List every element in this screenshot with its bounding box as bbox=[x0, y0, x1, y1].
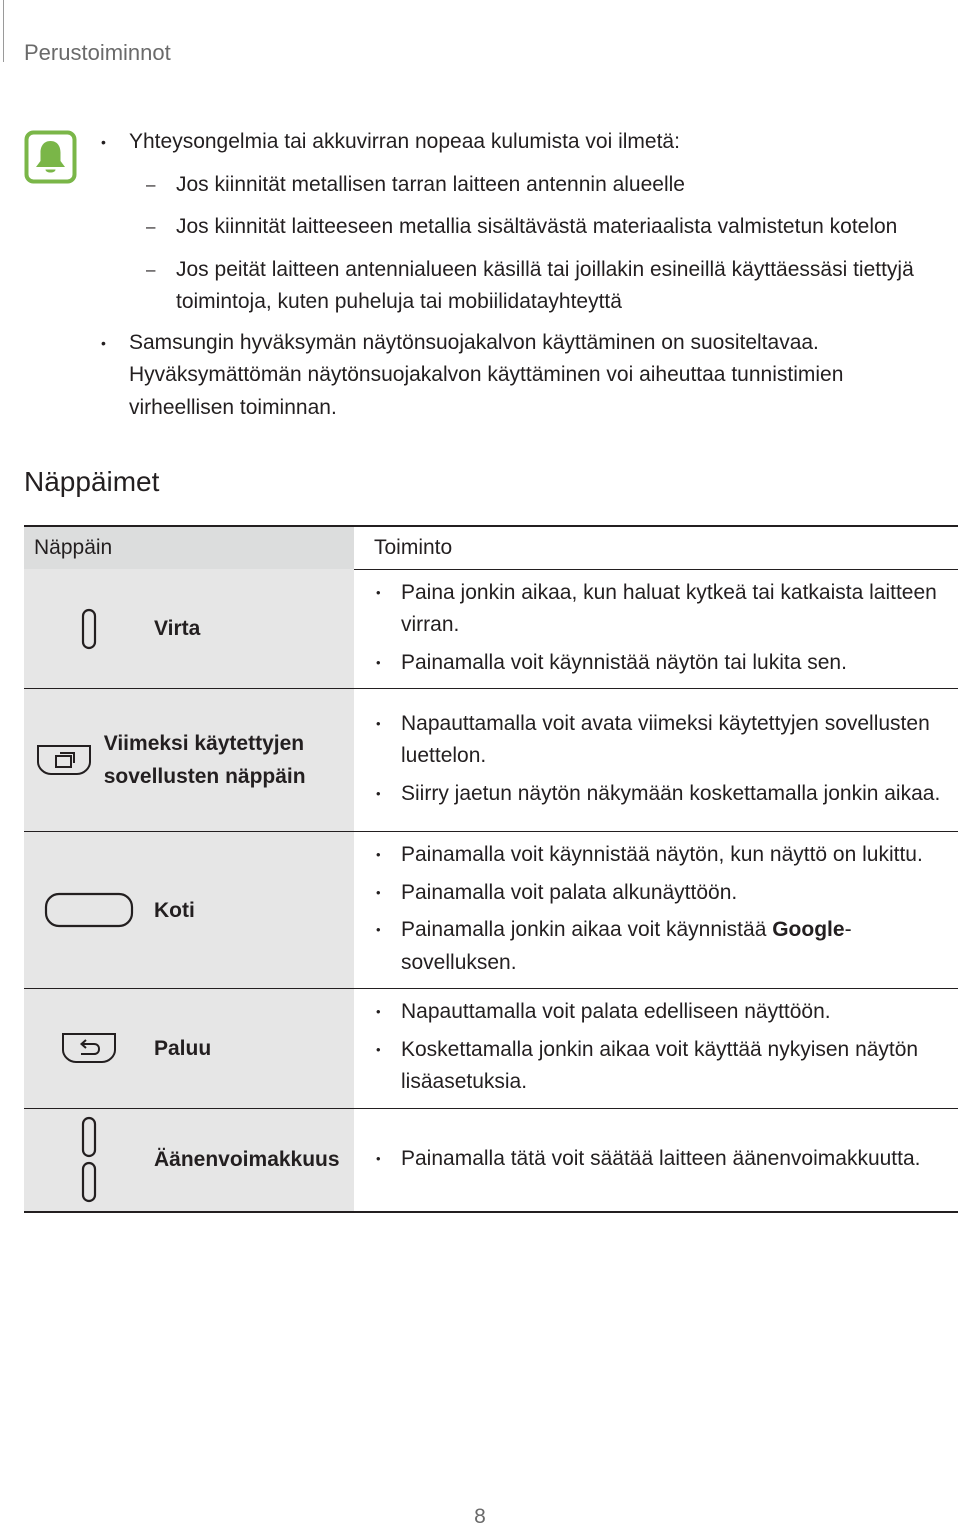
column-header-function: Toiminto bbox=[354, 526, 958, 569]
function-item: • Painamalla voit käynnistää näytön tai lukita sen. bbox=[374, 647, 948, 680]
notice-bullet: • Samsungin hyväksymän näytönsuojakalvon käyttäminen on suositeltavaa. Hyväksymättömän näytönsuojakalvon käyttäminen voi aiheuttaa tunnistimien virheellisen toiminnan. bbox=[100, 327, 950, 425]
function-cell bbox=[354, 832, 958, 989]
power-key-icon bbox=[24, 608, 154, 650]
function-cell bbox=[354, 569, 958, 689]
volume-keys-icon bbox=[24, 1116, 154, 1204]
function-item: • Painamalla voit palata alkunäyttöön. bbox=[374, 877, 948, 910]
function-text: Painamalla jonkin aikaa voit käynnistää bbox=[401, 918, 773, 941]
function-item: • Paina jonkin aikaa, kun haluat kytkeä tai katkaista laitteen virran. bbox=[374, 577, 948, 642]
function-item: • Koskettamalla jonkin aikaa voit käyttää nykyisen näytön lisäasetuksia. bbox=[374, 1034, 948, 1099]
key-cell bbox=[24, 569, 354, 689]
notice-dash-item: – Jos kiinnität laitteeseen metallia sisältävästä materiaalista valmistetun kotelon bbox=[100, 211, 950, 244]
notice-dash-item: – Jos peität laitteen antennialueen käsillä tai joillakin esineillä käyttäessäsi tiettyjä toimintoja, kuten puheluja tai mobiilidatayhteyttä bbox=[100, 254, 950, 319]
function-item: • Napauttamalla voit avata viimeksi käytettyjen sovellusten luettelon. bbox=[374, 708, 948, 773]
back-key-icon bbox=[24, 1032, 154, 1064]
key-cell bbox=[24, 1108, 354, 1212]
table-header-row bbox=[24, 526, 958, 569]
function-item: • Painamalla voit käynnistää näytön, kun näyttö on lukittu. bbox=[374, 839, 948, 872]
function-cell bbox=[354, 1108, 958, 1212]
table-row bbox=[24, 569, 958, 689]
bell-notice-icon bbox=[24, 130, 77, 184]
notice-dash-item: – Jos kiinnität metallisen tarran laitteen antennin alueelle bbox=[100, 169, 950, 202]
function-item: • Painamalla tätä voit säätää laitteen äänenvoimakkuutta. bbox=[374, 1143, 948, 1176]
notice-list bbox=[100, 126, 950, 424]
function-item bbox=[374, 914, 948, 979]
section-title: Näppäimet bbox=[24, 466, 160, 497]
function-item: • Siirry jaetun näytön näkymään koskettamalla jonkin aikaa. bbox=[374, 778, 948, 811]
notice-bullet: • Yhteysongelmia tai akkuvirran nopeaa kulumista voi ilmetä: bbox=[100, 126, 950, 159]
margin-rule bbox=[3, 0, 4, 62]
key-name: Koti bbox=[154, 898, 195, 922]
recent-apps-key-icon bbox=[24, 744, 104, 776]
table-row bbox=[24, 832, 958, 989]
key-cell bbox=[24, 689, 354, 832]
home-key-icon bbox=[24, 892, 154, 928]
function-cell bbox=[354, 989, 958, 1109]
key-cell bbox=[24, 832, 354, 989]
table-row bbox=[24, 989, 958, 1109]
key-name: Viimeksi käytettyjen sovellusten näppäin bbox=[103, 732, 306, 788]
page-number: 8 bbox=[474, 1505, 486, 1528]
column-header-key: Näppäin bbox=[24, 526, 354, 569]
key-name: Äänenvoimakkuus bbox=[154, 1148, 340, 1172]
google-app-name: Google bbox=[772, 918, 845, 941]
key-cell bbox=[24, 989, 354, 1109]
keys-table bbox=[24, 525, 958, 1213]
function-text: -sovelluksen. bbox=[401, 918, 852, 974]
table-row bbox=[24, 689, 958, 832]
function-item: • Napauttamalla voit palata edelliseen näyttöön. bbox=[374, 996, 948, 1029]
key-name: Paluu bbox=[154, 1036, 212, 1060]
table-row bbox=[24, 1108, 958, 1212]
section-header: Perustoiminnot bbox=[24, 40, 171, 65]
function-cell bbox=[354, 689, 958, 832]
key-name: Virta bbox=[154, 617, 201, 640]
